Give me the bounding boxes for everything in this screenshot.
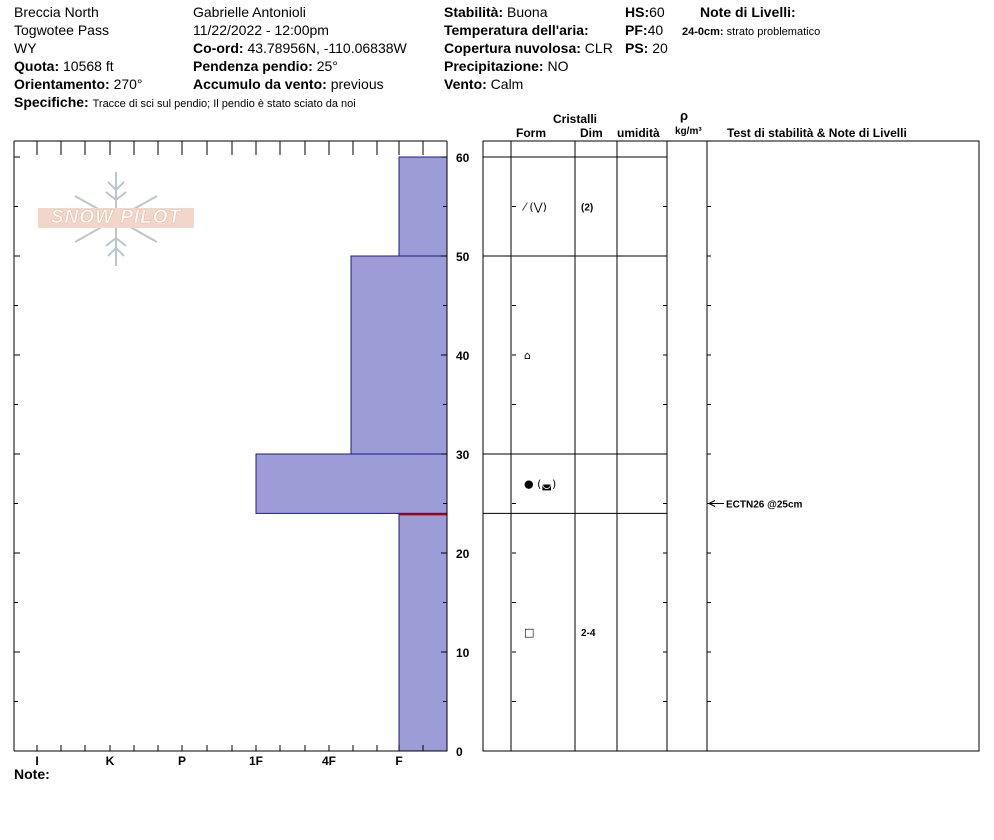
wind-loading-label: Accumulo da vento:: [193, 76, 327, 92]
form-header: Form: [516, 126, 546, 140]
depth-tick-label: 10: [456, 646, 470, 660]
elevation-value: 10568 ft: [63, 58, 114, 74]
hardness-tick-label: K: [105, 754, 115, 768]
depth-tick-label: 60: [456, 151, 470, 165]
hs-label: HS:: [625, 4, 650, 20]
density-rho-header: ρ: [680, 108, 689, 123]
crystal-size: (2): [581, 202, 594, 214]
hardness-tick-label: F: [395, 754, 403, 768]
state-name: WY: [14, 40, 37, 56]
crystals-header: Cristalli: [553, 112, 598, 126]
density-unit-header: kg/m³: [675, 126, 702, 137]
wind-label: Vento:: [444, 76, 487, 92]
depth-tick-label: 20: [456, 547, 470, 561]
depth-tick-label: 40: [456, 349, 470, 363]
air-temp-label: Temperatura dell'aria:: [444, 22, 589, 38]
area-name: Togwotee Pass: [14, 22, 109, 38]
crystal-form-symbol: □: [524, 626, 535, 640]
hs-value: 60: [649, 4, 665, 20]
cloud-value: CLR: [584, 40, 613, 56]
specifics-value: Tracce di sci sul pendio; Il pendio è stato sciato da noi: [92, 98, 356, 110]
hardness-tick-label: 1F: [248, 754, 264, 768]
aspect-value: 270°: [113, 76, 143, 92]
layer-notes-label: Note di Livelli:: [700, 4, 796, 20]
layers-table-frame: [483, 141, 979, 751]
aspect-label: Orientamento:: [14, 76, 110, 92]
moisture-header: umidità: [617, 126, 660, 140]
observation-datetime: 11/22/2022 - 12:00pm: [193, 22, 329, 38]
hardness-bar: [256, 454, 447, 513]
dim-header: Dim: [580, 126, 603, 140]
ps-value: 20: [652, 40, 668, 56]
pf-value: 40: [647, 22, 664, 38]
hardness-tick-label: 4F: [321, 754, 337, 768]
hardness-bar: [351, 256, 447, 454]
logo-text: SNOW PILOT: [38, 208, 194, 228]
observer-name: Gabrielle Antonioli: [193, 4, 306, 20]
stability-label: Stabilità:: [444, 4, 504, 20]
ps-label: PS:: [625, 40, 649, 56]
layer-note-text: strato problematico: [726, 26, 821, 38]
slope-value: 25°: [316, 58, 338, 74]
specifics-label: Specifiche:: [14, 94, 89, 110]
depth-tick-label: 0: [456, 745, 463, 759]
crystal-form-symbol: ⌂: [524, 349, 531, 362]
elevation-label: Quota:: [14, 58, 60, 74]
depth-tick-label: 50: [456, 250, 470, 264]
hardness-bar: [399, 513, 447, 751]
coord-value: 43.78956N, -110.06838W: [247, 40, 407, 56]
slope-label: Pendenza pendio:: [193, 58, 313, 74]
wind-value: Calm: [490, 76, 524, 92]
stability-notes-header: Test di stabilità & Note di Livelli: [727, 126, 907, 140]
precip-value: NO: [547, 58, 569, 74]
crystal-form-symbol: ⁄ (⋁): [524, 200, 547, 214]
layer-note-depth: 24-0cm:: [682, 26, 724, 38]
hardness-tick-label: P: [177, 754, 187, 768]
crystal-size: 2-4: [581, 628, 596, 640]
coord-label: Co-ord:: [193, 40, 244, 56]
crystal-form-symbol: ● (◛): [524, 477, 557, 491]
hardness-bar: [399, 157, 447, 256]
stability-value: Buona: [507, 4, 548, 20]
hardness-tick-label: I: [35, 754, 39, 768]
location-name: Breccia North: [14, 4, 99, 20]
precip-label: Precipitazione:: [444, 58, 544, 74]
pf-label: PF:: [625, 22, 648, 38]
wind-loading-value: previous: [330, 76, 384, 92]
notes-label: Note:: [14, 766, 50, 782]
stability-test-label: ECTN26 @25cm: [726, 499, 803, 511]
depth-tick-label: 30: [456, 448, 470, 462]
cloud-label: Copertura nuvolosa:: [444, 40, 581, 56]
